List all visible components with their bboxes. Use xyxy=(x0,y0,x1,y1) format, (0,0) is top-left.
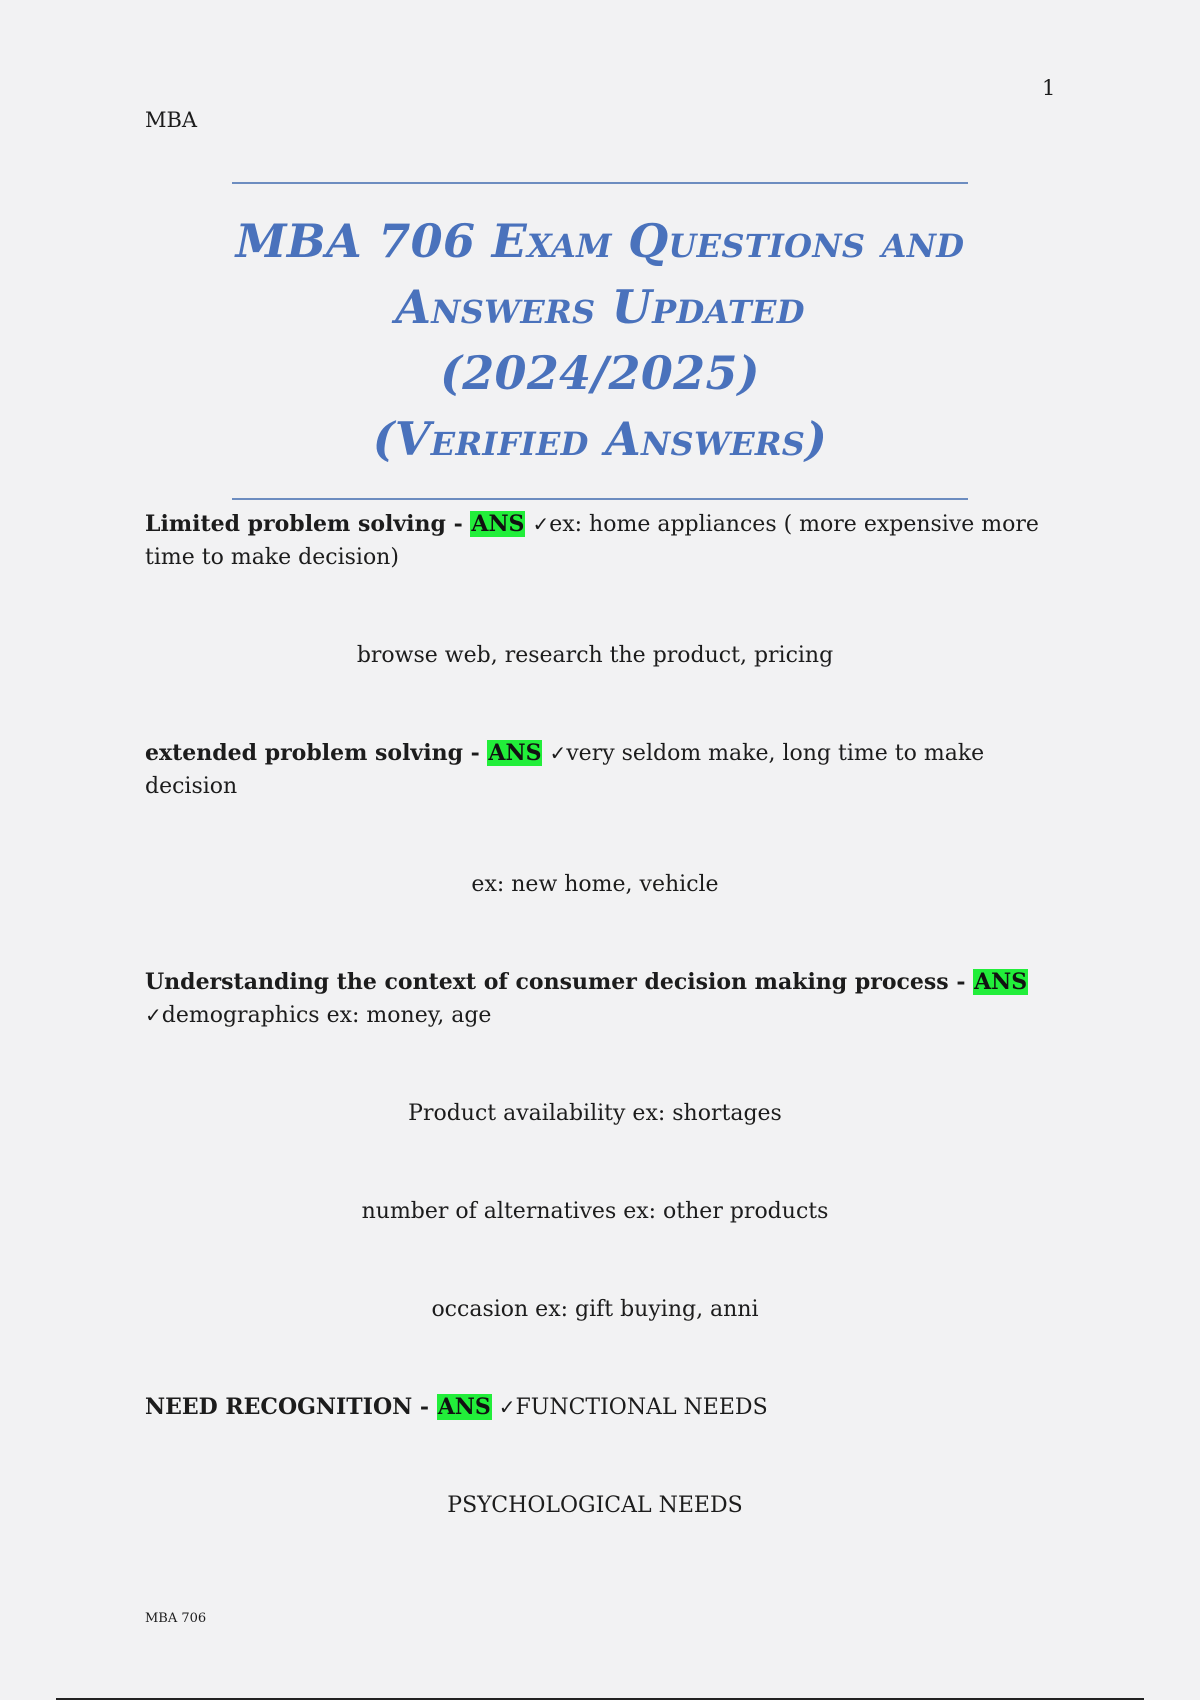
qa-item-consumer-decision-context xyxy=(145,966,1045,1032)
question-text: NEED RECOGNITION - xyxy=(145,1394,437,1420)
answer-text: FUNCTIONAL NEEDS xyxy=(515,1395,768,1420)
title-block xyxy=(232,182,968,500)
check-icon: ✓ xyxy=(549,741,567,765)
qa-item-need-recognition xyxy=(145,1391,1045,1424)
page-number: 1 xyxy=(1042,76,1056,100)
qa-item-limited-problem-solving xyxy=(145,508,1045,574)
answer-extra-line: number of alternatives ex: other products xyxy=(361,1199,829,1224)
ans-badge: ANS xyxy=(488,740,542,766)
answer-extra-line: Product availability ex: shortages xyxy=(408,1101,782,1126)
page-header: MBA xyxy=(145,108,198,132)
answer-text: very seldom make, long time to make decision xyxy=(145,741,985,799)
question-text: Understanding the context of consumer decision making process - xyxy=(145,969,974,995)
qa-content xyxy=(145,508,1045,1522)
answer-text: demographics ex: money, age xyxy=(161,1003,492,1028)
document-title xyxy=(232,208,968,472)
ans-badge: ANS xyxy=(471,511,525,537)
answer-extra-line: ex: new home, vehicle xyxy=(471,872,719,897)
ans-badge: ANS xyxy=(437,1394,491,1420)
question-text: extended problem solving - xyxy=(145,740,488,766)
qa-item-extended-problem-solving xyxy=(145,737,1045,803)
check-icon: ✓ xyxy=(145,1003,162,1027)
question-text: Limited problem solving - xyxy=(145,511,471,537)
answer-text: ex: home appliances ( more expensive more time to make decision) xyxy=(145,512,1039,570)
ans-badge: ANS xyxy=(974,969,1028,995)
answer-extra-line: browse web, research the product, pricing xyxy=(356,643,834,668)
check-icon: ✓ xyxy=(498,1395,516,1419)
answer-extra-line: PSYCHOLOGICAL NEEDS xyxy=(447,1493,743,1518)
title-line-1: MBA 706 Exam Questions and xyxy=(235,214,965,268)
title-line-3: (Verified Answers) xyxy=(372,412,828,466)
page-footer: MBA 706 xyxy=(145,1611,207,1626)
check-icon: ✓ xyxy=(532,512,550,536)
answer-extra-line: occasion ex: gift buying, anni xyxy=(431,1297,759,1322)
title-line-2: Answers Updated (2024/2025) xyxy=(395,280,805,400)
